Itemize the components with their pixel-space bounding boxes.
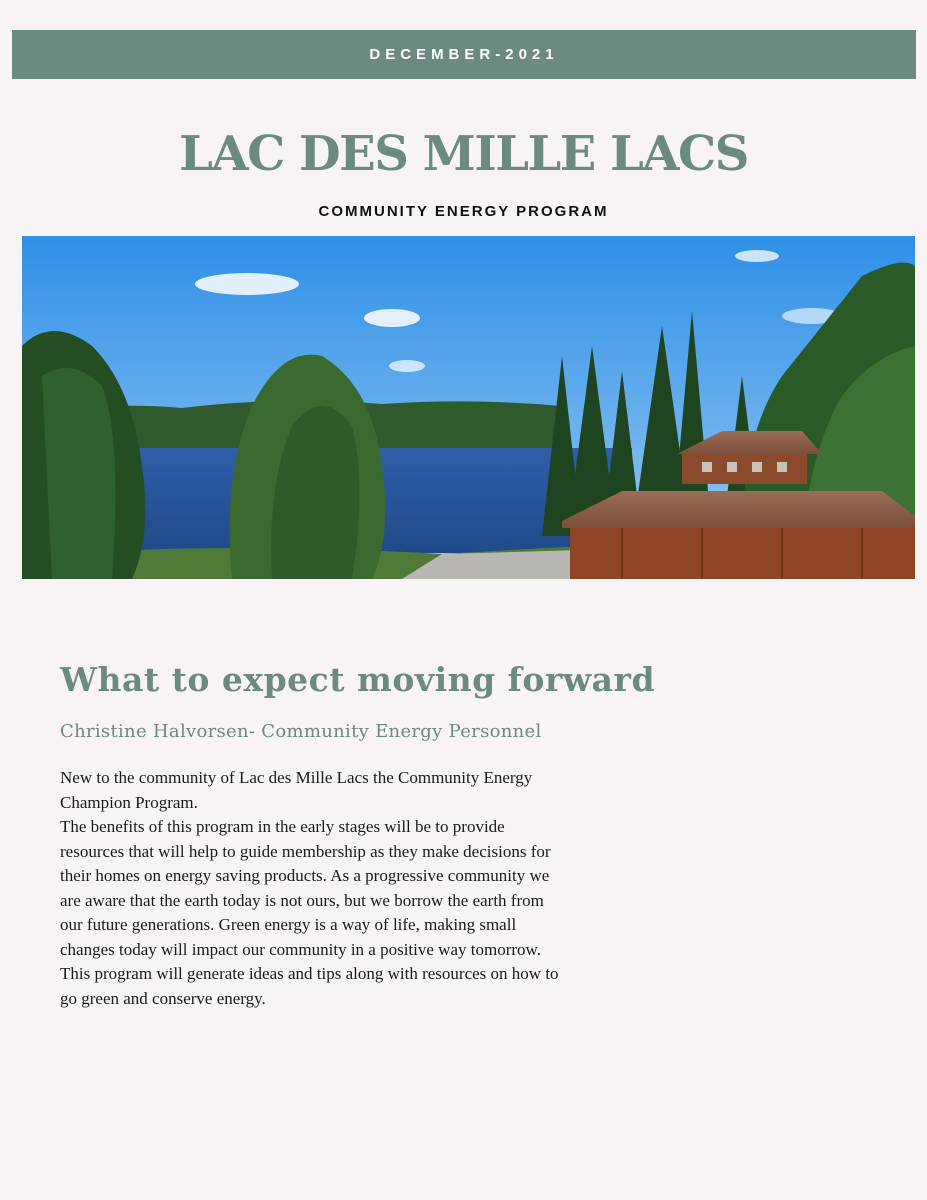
section-heading: What to expect moving forward: [60, 660, 656, 699]
article-body: [60, 766, 620, 1011]
body-line: changes today will impact our community in a positive way tomorrow.: [60, 939, 541, 959]
body-line: our future generations. Green energy is a way of life, making small: [60, 915, 517, 934]
body-line: resources that will help to guide membership as they make decisions for: [60, 841, 551, 861]
body-line: New to the community of Lac des Mille Lacs the Community Energy: [60, 768, 533, 787]
newsletter-title: LAC DES MILLE LACS: [179, 126, 748, 182]
body-line: The benefits of this program in the early stages will be to provide: [60, 817, 505, 836]
date-banner: [12, 30, 916, 79]
lake-landscape-photo: [22, 236, 915, 579]
author-byline: Christine Halvorsen- Community Energy Personnel: [60, 721, 542, 742]
body-line: This program will generate ideas and tips along with resources on how to: [60, 964, 559, 983]
newsletter-subtitle: COMMUNITY ENERGY PROGRAM: [318, 203, 609, 220]
issue-date: DECEMBER-2021: [369, 46, 559, 63]
body-line: go green and conserve energy.: [60, 988, 266, 1008]
body-line: Champion Program.: [60, 792, 198, 812]
body-line: are aware that the earth today is not ours, but we borrow the earth from: [60, 890, 544, 910]
body-line: their homes on energy saving products. As a progressive community we: [60, 866, 550, 885]
